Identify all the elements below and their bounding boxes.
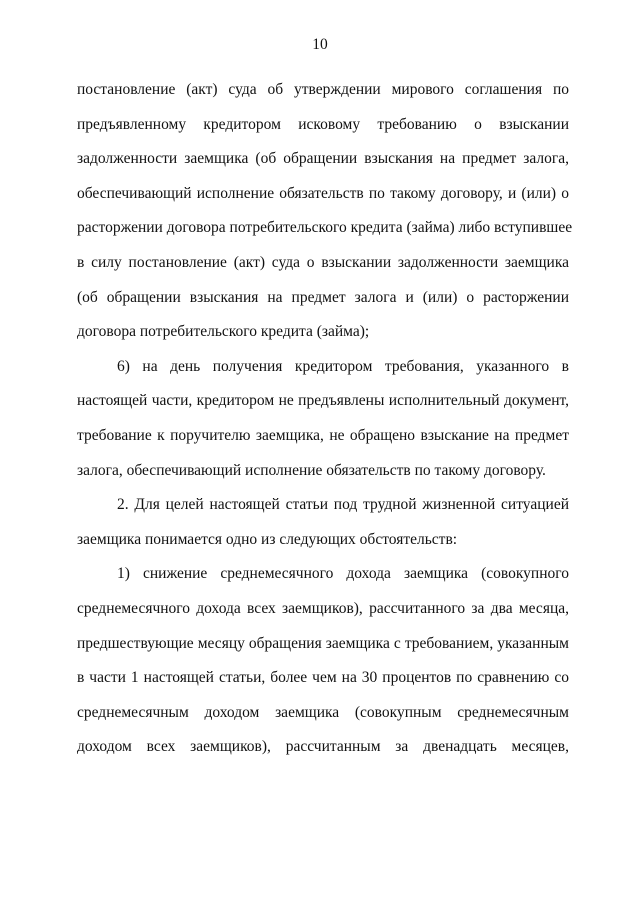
text-line: 6) на день получения кредитором требования, указанного в	[117, 357, 569, 375]
text-line: требование к поручителю заемщика, не обращено взыскание на предмет	[77, 426, 569, 444]
text-line: предшествующие месяцу обращения заемщика с требованием, указанным	[77, 634, 569, 652]
text-line: расторжении договора потребительского кредита (займа) либо вступившее	[77, 219, 573, 237]
text-line: заемщика понимается одно из следующих обстоятельств:	[77, 530, 458, 548]
text-line: обеспечивающий исполнение обязательств по такому договору, и (или) о	[77, 184, 569, 202]
text-line: постановление (акт) суда об утверждении мирового соглашения по	[77, 81, 569, 98]
text-line: 2. Для целей настоящей статьи под трудной жизненной ситуацией	[117, 496, 569, 514]
text-line: в силу постановление (акт) суда о взыскании задолженности заемщика	[77, 253, 569, 271]
text-line: залога, обеспечивающий исполнение обязательств по такому договору.	[77, 461, 546, 479]
text-line: среднемесячным доходом заемщика (совокупным среднемесячным	[77, 703, 569, 721]
paragraph-item-6	[77, 350, 569, 488]
text-line: задолженности заемщика (об обращении взыскания на предмет залога,	[77, 150, 569, 168]
paragraph-continuation	[77, 73, 573, 350]
text-line: 1) снижение среднемесячного дохода заемщика (совокупного	[117, 565, 569, 583]
document-body	[77, 73, 573, 765]
page-number: 10	[312, 36, 328, 53]
text-line: доходом всех заемщиков), рассчитанным за двенадцать месяцев,	[77, 738, 569, 756]
paragraph-item-1	[77, 557, 569, 765]
text-line: договора потребительского кредита (займа);	[77, 323, 370, 341]
text-line: настоящей части, кредитором не предъявлены исполнительный документ,	[77, 392, 569, 410]
text-line: среднемесячного дохода всех заемщиков), рассчитанного за два месяца,	[77, 599, 569, 617]
text-line: предъявленному кредитором исковому требованию о взыскании	[77, 115, 569, 133]
text-line: (об обращении взыскания на предмет залога и (или) о расторжении	[77, 288, 569, 306]
paragraph-section-2	[77, 488, 569, 557]
text-line: в части 1 настоящей статьи, более чем на 30 процентов по сравнению со	[77, 669, 569, 687]
